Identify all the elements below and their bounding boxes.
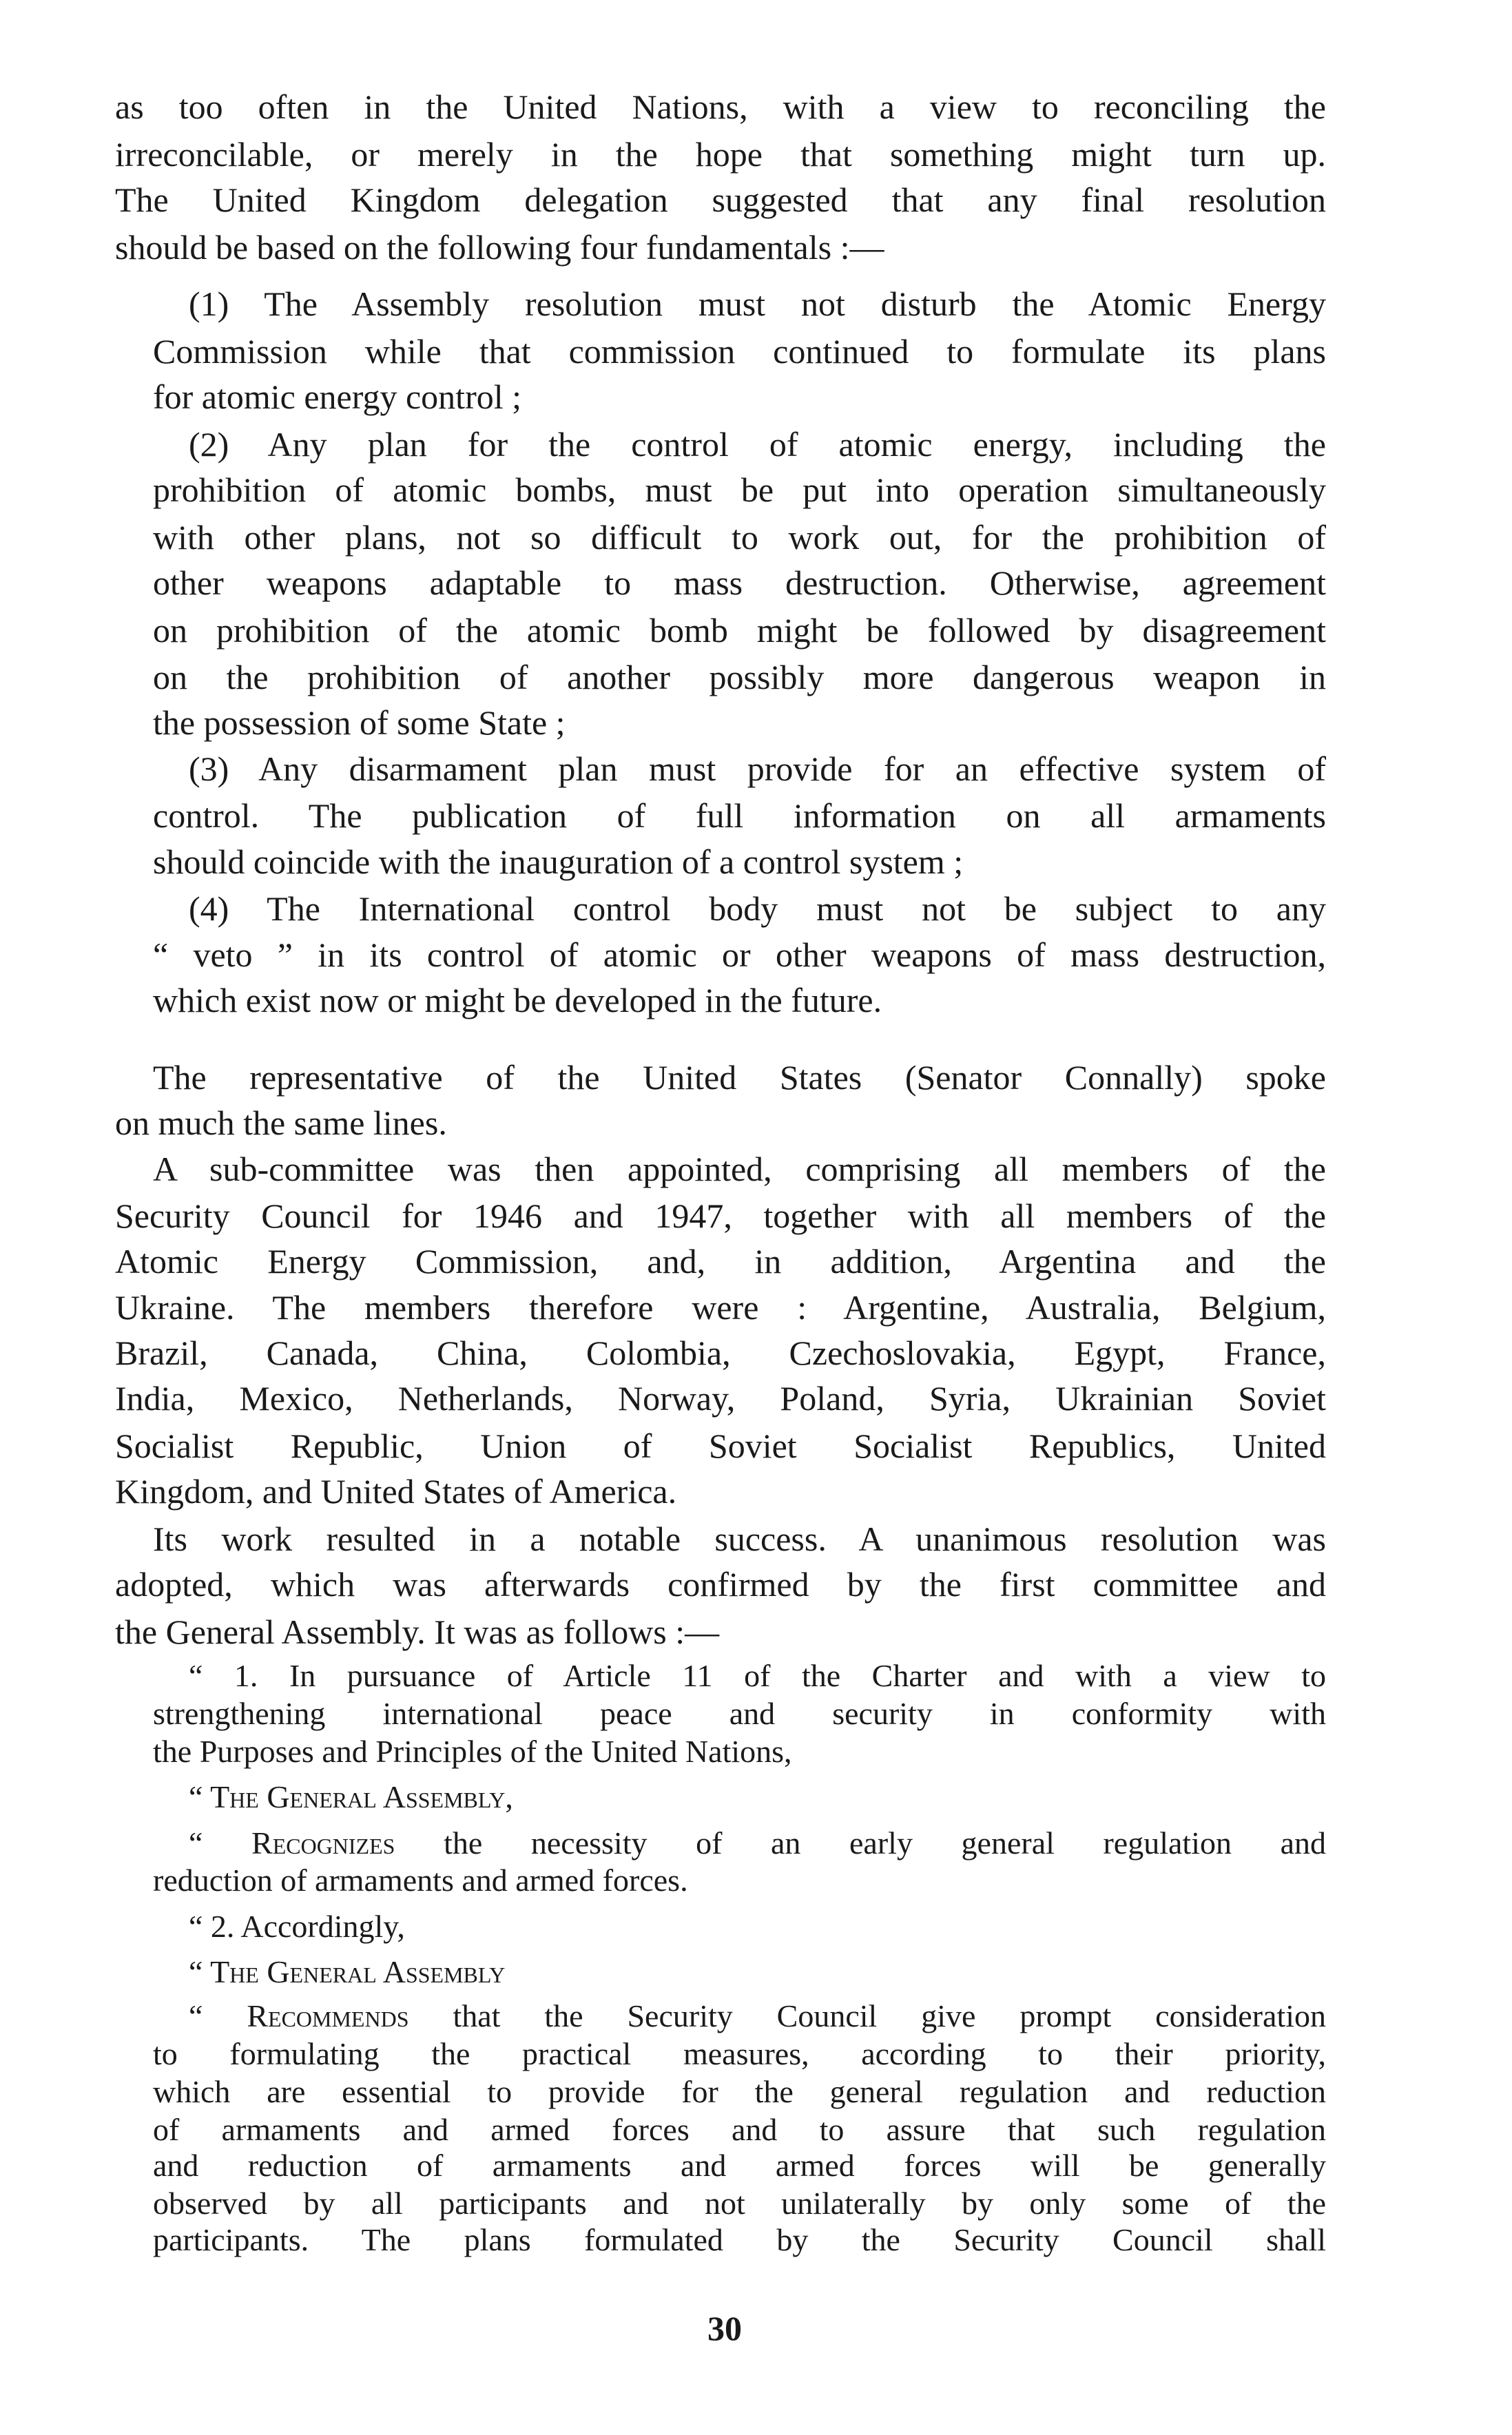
quote-text: the necessity of an early general regulation and: [444, 1825, 1326, 1861]
list-item-2-line: the possession of some State ;: [153, 703, 566, 742]
text-line: Kingdom, and United States of America.: [115, 1472, 677, 1511]
text-line: should be based on the following four fundamentals :—: [115, 228, 884, 267]
page-number: 30: [707, 2309, 742, 2348]
quote-heading: “ The General Assembly,: [189, 1779, 513, 1814]
quote-line: [189, 1824, 1326, 1863]
quote-line: “ 1. In pursuance of Article 11 of the Charter and with a view to: [189, 1658, 1326, 1693]
list-item-4-line: which exist now or might be developed in the future.: [153, 981, 882, 1019]
list-item-3-line: should coincide with the inauguration of a control system ;: [153, 842, 964, 881]
list-item-2-line: on the prohibition of another possibly more dangerous weapon in: [153, 658, 1326, 696]
text-line: The representative of the United States (Senator Connally) spoke: [153, 1058, 1326, 1097]
quote-line: the Purposes and Principles of the United Nations,: [153, 1734, 792, 1769]
text-line: Socialist Republic, Union of Soviet Socialist Republics, United: [115, 1427, 1326, 1465]
quote-line: [189, 1997, 1326, 2035]
list-item-1-line: (1) The Assembly resolution must not disturb the Atomic Energy: [189, 284, 1326, 323]
quote-heading: “ The General Assembly: [189, 1954, 506, 1989]
quote-line: “ 2. Accordingly,: [189, 1909, 405, 1944]
text-line: the General Assembly. It was as follows :—: [115, 1613, 720, 1651]
quote-text: that the Security Council give prompt consideration: [453, 1998, 1326, 2033]
text-line: adopted, which was afterwards confirmed by the first committee and: [115, 1565, 1326, 1604]
text-line: Ukraine. The members therefore were : Argentine, Australia, Belgium,: [115, 1288, 1326, 1327]
text-line: on much the same lines.: [115, 1103, 447, 1142]
list-item-3-line: control. The publication of full information on all armaments: [153, 796, 1326, 835]
text-line: Its work resulted in a notable success. A unanimous resolution was: [153, 1520, 1326, 1558]
quote-line: of armaments and armed forces and to assure that such regulation: [153, 2112, 1326, 2147]
list-item-4-line: “ veto ” in its control of atomic or other weapons of mass destruction,: [153, 935, 1326, 974]
list-item-1-line: Commission while that commission continued to formulate its plans: [153, 332, 1326, 371]
text-line: irreconcilable, or merely in the hope that something might turn up.: [115, 135, 1326, 174]
quote-lead-word: “ Recognizes: [189, 1825, 395, 1861]
list-item-2-line: prohibition of atomic bombs, must be put into operation simultaneously: [153, 470, 1326, 509]
quote-line: to formulating the practical measures, according to their priority,: [153, 2036, 1326, 2071]
quote-line: reduction of armaments and armed forces.: [153, 1863, 688, 1898]
text-line: A sub-committee was then appointed, comprising all members of the: [153, 1150, 1326, 1188]
text-line: Security Council for 1946 and 1947, together with all members of the: [115, 1196, 1326, 1235]
text-line: The United Kingdom delegation suggested that any final resolution: [115, 180, 1326, 219]
quote-line: which are essential to provide for the general regulation and reduction: [153, 2074, 1326, 2109]
list-item-2-line: with other plans, not so difficult to work out, for the prohibition of: [153, 518, 1326, 557]
text-line: India, Mexico, Netherlands, Norway, Poland, Syria, Ukrainian Soviet: [115, 1379, 1326, 1418]
text-line: Atomic Energy Commission, and, in addition, Argentina and the: [115, 1242, 1326, 1281]
list-item-2-line: (2) Any plan for the control of atomic energy, including the: [189, 425, 1326, 464]
quote-line: and reduction of armaments and armed forces will be generally: [153, 2148, 1326, 2183]
list-item-2-line: other weapons adaptable to mass destruction. Otherwise, agreement: [153, 563, 1326, 602]
list-item-3-line: (3) Any disarmament plan must provide for an effective system of: [189, 749, 1326, 788]
quote-line: observed by all participants and not unilaterally by only some of the: [153, 2186, 1326, 2221]
quote-lead-word: “ Recommends: [189, 1998, 409, 2033]
list-item-2-line: on prohibition of the atomic bomb might be followed by disagreement: [153, 611, 1326, 650]
quote-line: participants. The plans formulated by the Security Council shall: [153, 2222, 1326, 2257]
list-item-4-line: (4) The International control body must not be subject to any: [189, 889, 1326, 928]
text-line: as too often in the United Nations, with a view to reconciling the: [115, 87, 1326, 126]
quote-line: strengthening international peace and security in conformity with: [153, 1696, 1326, 1731]
text-line: Brazil, Canada, China, Colombia, Czechoslovakia, Egypt, France,: [115, 1334, 1326, 1372]
list-item-1-line: for atomic energy control ;: [153, 377, 522, 416]
